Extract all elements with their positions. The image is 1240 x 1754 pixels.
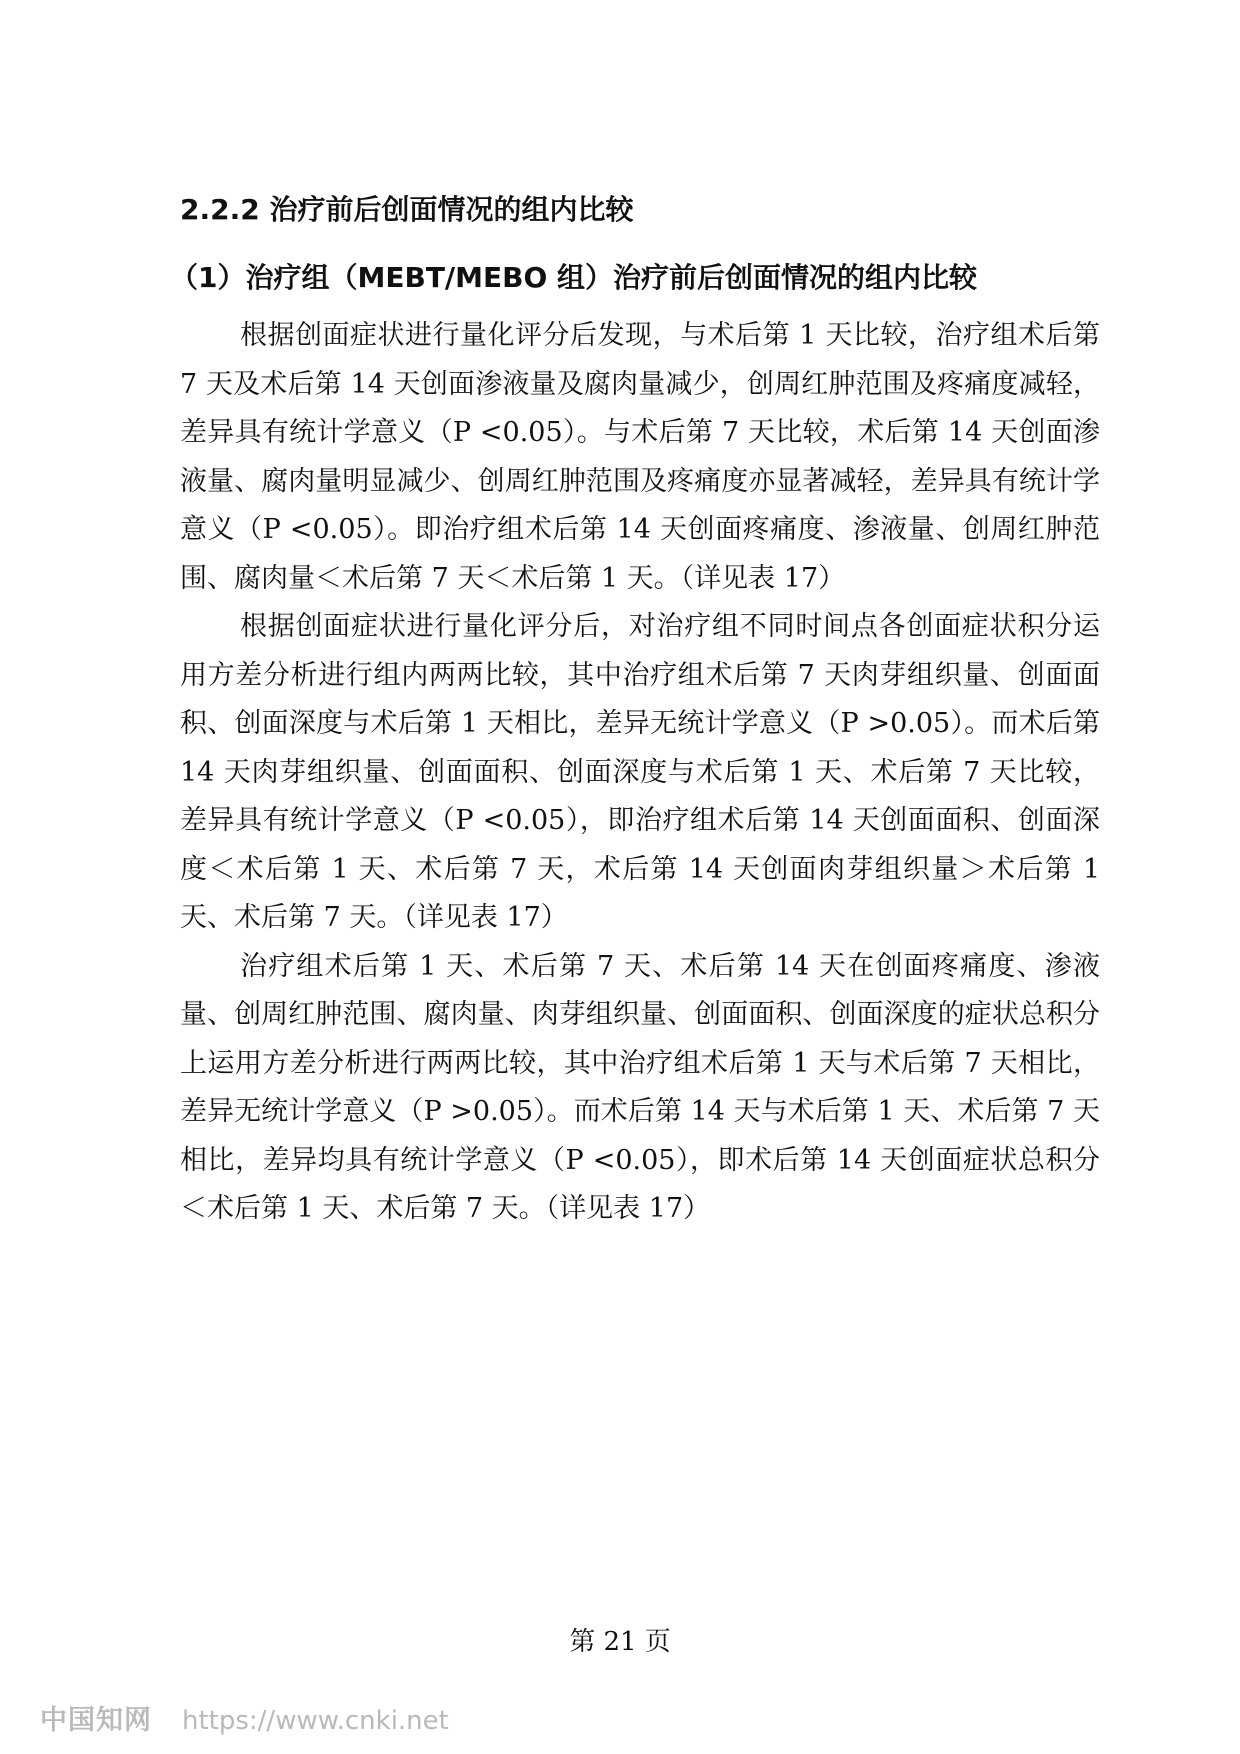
cnki-watermark — [40, 1698, 449, 1737]
body-paragraph-1: 根据创面症状进行量化评分后发现，与术后第 1 天比较，治疗组术后第 7 天及术后第 14 天创面渗液量及腐肉量减少，创周红肿范围及疼痛度减轻，差异具有统计学意义（P <0.05）。与术后第 7 天比较，术后第 14 天创面渗液量、腐肉量明显减少、创周红肿范围及疼痛度亦显著减轻，差异具有统计学意义（P <0.05）。即治疗组术后第 14 天创面疼痛度、渗液量、创周红肿范围、腐肉量＜术后第 7 天＜术后第 1 天。（详见表 17） — [180, 320, 1100, 594]
section-heading: 2.2.2 治疗前后创面情况的组内比较 — [180, 193, 634, 226]
cnki-url: https://www.cnki.net — [182, 1706, 449, 1736]
page-content — [170, 190, 1100, 1234]
subsection-heading: （1）治疗组（MEBT/MEBO 组）治疗前后创面情况的组内比较 — [170, 261, 978, 294]
page-number: 第 21 页 — [569, 1627, 671, 1657]
body-paragraph-3: 治疗组术后第 1 天、术后第 7 天、术后第 14 天在创面疼痛度、渗液量、创周红肿范围、腐肉量、肉芽组织量、创面面积、创面深度的症状总积分上运用方差分析进行两两比较，其中治疗组术后第 1 天与术后第 7 天相比，差异无统计学意义（P >0.05）。而术后第 14 天与术后第 1 天、术后第 7 天相比，差异均具有统计学意义（P <0.05），即术后第 14 天创面症状总积分＜术后第 1 天、术后第 7 天。（详见表 17） — [180, 950, 1100, 1224]
cnki-logo-text: 中国知网 — [40, 1705, 152, 1736]
body-paragraph-2: 根据创面症状进行量化评分后，对治疗组不同时间点各创面症状积分运用方差分析进行组内两两比较，其中治疗组术后第 7 天肉芽组织量、创面面积、创面深度与术后第 1 天相比，差异无统计学意义（P >0.05）。而术后第 14 天肉芽组织量、创面面积、创面深度与术后第 1 天、术后第 7 天比较，差异具有统计学意义（P <0.05），即治疗组术后第 14 天创面面积、创面深度＜术后第 1 天、术后第 7 天，术后第 14 天创面肉芽组织量＞术后第 1 天、术后第 7 天。（详见表 17） — [180, 611, 1100, 933]
